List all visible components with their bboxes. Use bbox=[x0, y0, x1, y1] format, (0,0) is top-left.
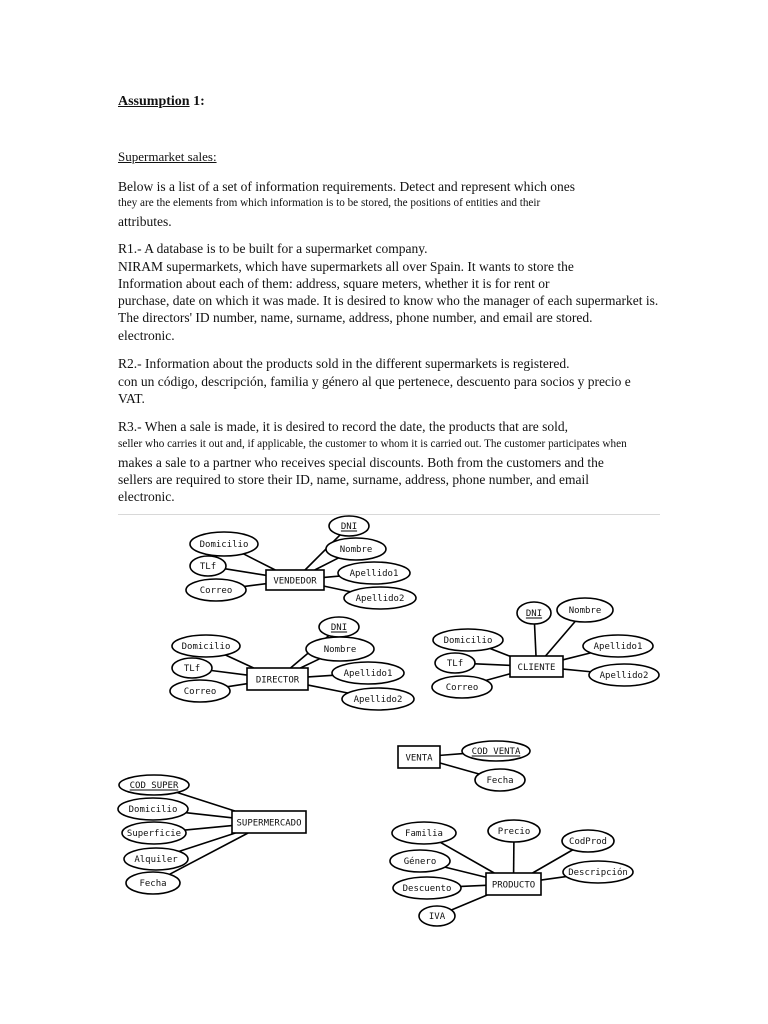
text-line: con un código, descripción, familia y género al que pertenece, descuento para socios y precio e bbox=[118, 374, 631, 389]
text-line: Below is a list of a set of information requirements. Detect and represent which ones bbox=[118, 179, 575, 194]
relation-line bbox=[541, 877, 566, 881]
text-line: NIRAM supermarkets, which have supermarkets all over Spain. It wants to store the bbox=[118, 259, 574, 274]
attribute-label: Género bbox=[403, 857, 437, 867]
relation-line bbox=[185, 826, 232, 831]
relation-line bbox=[546, 621, 576, 656]
entity-label: VENDEDOR bbox=[273, 576, 317, 587]
relation-line bbox=[445, 867, 486, 877]
relation-line bbox=[440, 763, 479, 774]
attribute-label: Apellido1 bbox=[593, 642, 643, 652]
attribute-label: Apellido2 bbox=[355, 594, 405, 604]
entity-vendedor bbox=[186, 516, 416, 609]
heading-word: Assumption bbox=[118, 94, 190, 109]
attribute-label: TLf bbox=[446, 659, 464, 669]
text-line: electronic. bbox=[118, 489, 175, 504]
attribute-label: Domicilio bbox=[181, 642, 231, 652]
relation-line bbox=[228, 684, 247, 687]
relation-line bbox=[179, 833, 235, 851]
relation-line bbox=[308, 675, 333, 677]
text-line: VAT. bbox=[118, 391, 145, 406]
relation-line bbox=[535, 624, 536, 656]
text-line: electronic. bbox=[118, 328, 175, 343]
text-line: they are the elements from which information is to be stored, the positions of entities and their bbox=[118, 197, 541, 209]
text-line: seller who carries it out and, if applicable, the customer to whom it is carried out. The customer participates when bbox=[118, 438, 627, 450]
relation-line bbox=[563, 653, 591, 660]
relation-line bbox=[308, 685, 348, 693]
attribute-label: Correo bbox=[183, 687, 217, 697]
attribute-label: Domicilio bbox=[128, 805, 178, 815]
attribute-label: Descuento bbox=[402, 884, 452, 894]
attribute-label: Superficie bbox=[126, 829, 182, 839]
text-line: R2.- Information about the products sold in the different supermarkets is registered. bbox=[118, 356, 570, 371]
attribute-label: Familia bbox=[405, 829, 443, 839]
attribute-label: Nombre bbox=[323, 645, 357, 655]
entity-producto bbox=[390, 820, 633, 926]
attribute-label: TLf bbox=[183, 664, 201, 674]
relation-line bbox=[440, 754, 463, 756]
relation-line bbox=[243, 554, 275, 570]
attribute-label: Domicilio bbox=[443, 636, 493, 646]
relation-line bbox=[226, 655, 254, 668]
attribute-label: TLf bbox=[199, 562, 217, 572]
text-line: attributes. bbox=[118, 214, 172, 229]
entity-venta bbox=[398, 741, 530, 791]
entity-label: PRODUCTO bbox=[491, 880, 536, 891]
attribute-label: Correo bbox=[199, 586, 233, 596]
attribute-label: CodProd bbox=[569, 837, 607, 847]
attribute-label: Fecha bbox=[139, 879, 167, 889]
attribute-label: Apellido2 bbox=[353, 695, 403, 705]
attribute-label: Correo bbox=[445, 683, 479, 693]
entity-cliente bbox=[432, 598, 659, 698]
attribute-label: Alquiler bbox=[134, 855, 178, 865]
relation-line bbox=[225, 569, 266, 576]
attribute-label: Precio bbox=[497, 827, 531, 837]
relation-line bbox=[563, 669, 591, 672]
relation-line bbox=[461, 885, 486, 886]
attribute-label: DNI bbox=[525, 609, 543, 619]
attribute-label: Nombre bbox=[339, 545, 373, 555]
entity-supermercado bbox=[118, 775, 306, 894]
relation-line bbox=[315, 558, 339, 570]
attribute-label: COD_VENTA bbox=[471, 747, 521, 757]
attribute-label: Fecha bbox=[486, 776, 514, 786]
attribute-label: COD_SUPER bbox=[129, 781, 179, 791]
attribute-label: Descripción bbox=[568, 868, 628, 878]
relation-line bbox=[486, 674, 510, 681]
relation-line bbox=[244, 584, 266, 587]
relation-line bbox=[324, 576, 339, 577]
entity-label: SUPERMERCADO bbox=[236, 818, 302, 829]
text-line: R1.- A database is to be built for a supermarket company. bbox=[118, 241, 428, 256]
relation-line bbox=[211, 670, 247, 675]
relation-line bbox=[186, 813, 232, 818]
text-line: makes a sale to a partner who receives special discounts. Both from the customers and the bbox=[118, 455, 604, 470]
subtitle-text: Supermarket sales: bbox=[118, 149, 217, 164]
text-line: R3.- When a sale is made, it is desired to record the date, the products that are sold, bbox=[118, 419, 568, 434]
attribute-label: DNI bbox=[340, 522, 358, 532]
relation-line bbox=[451, 895, 487, 910]
attribute-label: Nombre bbox=[568, 606, 602, 616]
entity-label: DIRECTOR bbox=[255, 675, 300, 686]
text-line: Information about each of them: address, square meters, whether it is for rent or bbox=[118, 276, 550, 291]
entity-director bbox=[170, 617, 414, 710]
attribute-label: Apellido2 bbox=[599, 671, 649, 681]
attribute-label: Apellido1 bbox=[343, 669, 393, 679]
relation-line bbox=[300, 659, 319, 668]
attribute-label: Domicilio bbox=[199, 540, 249, 550]
attribute-label: Apellido1 bbox=[349, 569, 399, 579]
attribute-label: IVA bbox=[428, 912, 446, 922]
entity-label: CLIENTE bbox=[517, 663, 556, 673]
relation-line bbox=[490, 649, 510, 657]
relation-line bbox=[324, 586, 350, 592]
text-line: purchase, date on which it was made. It is desired to know who the manager of each supermarket is. bbox=[118, 293, 659, 308]
attribute-label: DNI bbox=[330, 623, 348, 633]
entity-label: VENTA bbox=[405, 753, 433, 764]
text-line: sellers are required to store their ID, name, surname, address, phone number, and email bbox=[118, 472, 590, 487]
heading-number: 1: bbox=[189, 94, 205, 109]
text-line: The directors' ID number, name, surname, address, phone number, and email are stored. bbox=[118, 310, 593, 325]
relation-line bbox=[475, 664, 510, 666]
